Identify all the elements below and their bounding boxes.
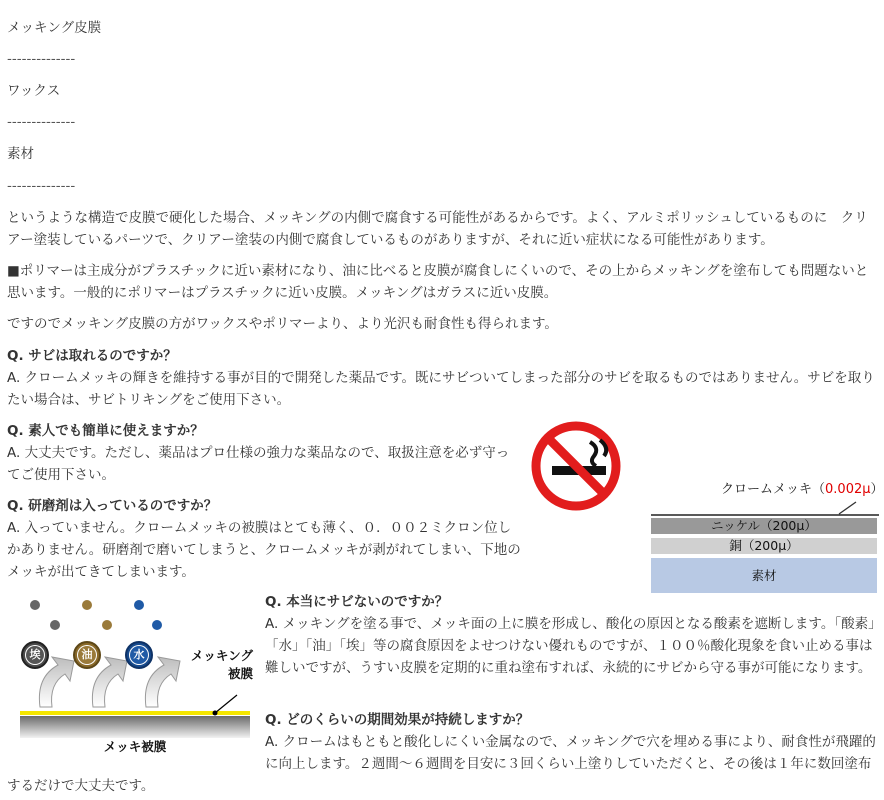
particle-dust: 埃 (29, 648, 41, 661)
chrome-leader-line (651, 470, 881, 520)
base-plating-label: メッキ被膜 (103, 739, 167, 754)
faq-answer-continued: するだけで大丈夫です。 (7, 778, 155, 794)
divider-line: -------------- (7, 51, 76, 67)
faq-answer: A. クロームメッキの輝きを維持する事が目的で開発した薬品です。既にサビついてしまった部分のサビを取るものではありません。サビを取りたい場合は、サビトリキングをご使用下さい。 (7, 370, 875, 408)
faq-question: Q. 研磨剤は入っているのですか？ (7, 498, 218, 514)
paragraph-summary: ですのでメッキング皮膜の方がワックスやポリマーより、より光沢も耐食性も得られます。 (7, 316, 558, 332)
divider-line: -------------- (7, 114, 76, 130)
nickel-layer: ニッケル（200μ） (651, 518, 877, 534)
paragraph-polymer: ■ポリマーは主成分がプラスチックに近い素材になり、油に比べると皮膜が腐食しにくいので、その上からメッキングを塗布しても問題ないと思います。一般的にポリマーはプラスチックに近い皮膜。メッキングはガラスに近い皮膜。 (7, 263, 869, 301)
particle-oil: 油 (81, 648, 93, 661)
chrome-label: クロームメッキ（0.002μ） (721, 482, 884, 497)
copper-layer: 銅（200μ） (651, 538, 877, 554)
plating-layers-diagram (651, 470, 884, 600)
faq-answer: A. メッキングを塗る事で、メッキ面の上に膜を形成し、酸化の原因となる酸素を遮断します。「酸素」「水」「油」「埃」等の腐食原因をよせつけない優れものですが、１００％酸化現象を食い止める事は難しいですが、うすい皮膜を定期的に重ね塗布すれば、永続的にサビから守る事が可能になります。 (265, 616, 875, 676)
faq-question: Q. 本当にサビないのですか？ (265, 594, 449, 610)
faq-answer: A. 入っていません。クロームメッキの被膜はとても薄く、０．００２ミクロン位しかありません。研磨剤で磨いてしまうと、クロームメッキが剥がれてしまい、下地のメッキが出てきてしまいます。 (7, 520, 521, 580)
layer-label-plating: メッキング皮膜 (7, 20, 102, 36)
coating-label: メッキング 被膜 (190, 648, 253, 681)
layer-label-wax: ワックス (7, 83, 61, 99)
barrier-diagram (15, 595, 255, 755)
faq-question: Q. どのくらいの期間効果が持続しますか？ (265, 712, 530, 728)
layer-label-material: 素材 (7, 146, 34, 162)
faq-answer: A. クロームはもともと酸化しにくい金属なので、メッキングで穴を埋める事により、耐食性が飛躍的に向上します。２週間～６週間を目安に３回くらい上塗りしていただくと、その後は１年に数回塗布 (265, 734, 876, 772)
divider-line: -------------- (7, 178, 76, 194)
no-smoking-icon (530, 420, 622, 512)
faq-answer: A. 大丈夫です。ただし、薬品はプロ仕様の強力な薬品なので、取扱注意を必ず守ってご使用下さい。 (7, 445, 510, 483)
paragraph-corrosion: というような構造で皮膜で硬化した場合、メッキングの内側で腐食する可能性があるからです。よく、アルミポリッシュしているものに クリアー塗装しているパーツで、クリアー塗装の内側で腐食しているものがありますが、それに近い症状になる可能性があります。 (7, 210, 868, 248)
particle-water: 水 (133, 648, 145, 661)
base-material-layer: 素材 (651, 558, 877, 593)
faq-question: Q. サビは取れるのですか？ (7, 348, 177, 364)
faq-question: Q. 素人でも簡単に使えますか？ (7, 423, 204, 439)
chrome-thickness: 0.002μ (825, 482, 871, 497)
